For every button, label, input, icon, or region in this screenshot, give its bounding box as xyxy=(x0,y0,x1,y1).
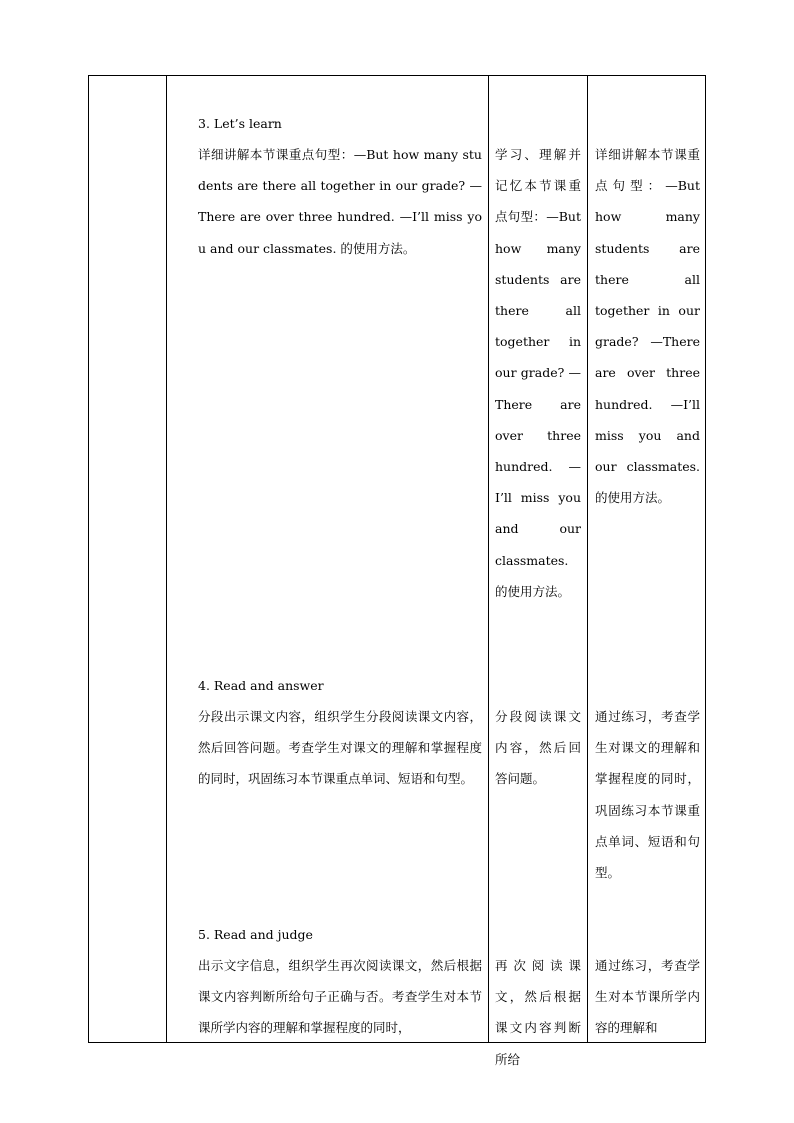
section-3-teacher-activity: 详细讲解本节课重点句型：—But how many students are there all together in our grade? —There are over three hundred. —I’ll miss you and our classmates. 的使用方法。 xyxy=(198,147,482,256)
section-5-design-purpose: 通过练习，考查学生对本节课所学内容的理解和 xyxy=(595,958,700,1036)
column-divider-2 xyxy=(488,75,489,1043)
section-4-student-activity: 分段阅读课文内容，然后回答问题。 xyxy=(495,709,581,787)
column-divider-3 xyxy=(587,75,588,1043)
section-3-heading: 3. Let’s learn xyxy=(198,116,282,131)
section-5-teacher-activity: 出示文字信息，组织学生再次阅读课文，然后根据课文内容判断所给句子正确与否。考查学生对本节课所学内容的理解和掌握程度的同时， xyxy=(198,958,482,1036)
section-5-student-activity: 再次阅读课文，然后根据课文内容判断所给 xyxy=(495,958,581,1067)
section-3-design-purpose: 详细讲解本节课重点句型：—But how many students are there all together in our grade? —There are over three hundred. —I’ll miss you and our classmates. 的使用方法。 xyxy=(595,147,700,506)
column-divider-1 xyxy=(166,75,167,1043)
section-4-teacher-activity: 分段出示课文内容，组织学生分段阅读课文内容，然后回答问题。考查学生对课文的理解和掌握程度的同时，巩固练习本节课重点单词、短语和句型。 xyxy=(198,709,482,787)
section-4-heading: 4. Read and answer xyxy=(198,678,324,693)
section-5-heading: 5. Read and judge xyxy=(198,927,313,942)
section-3-student-activity: 学习、理解并记忆本节课重点句型：—But how many students are there all together in our grade? —There are over three hundred. —I’ll miss you and our classmates. 的使用方法。 xyxy=(495,147,581,599)
section-4-design-purpose: 通过练习，考查学生对课文的理解和掌握程度的同时，巩固练习本节课重点单词、短语和句型。 xyxy=(595,709,700,881)
